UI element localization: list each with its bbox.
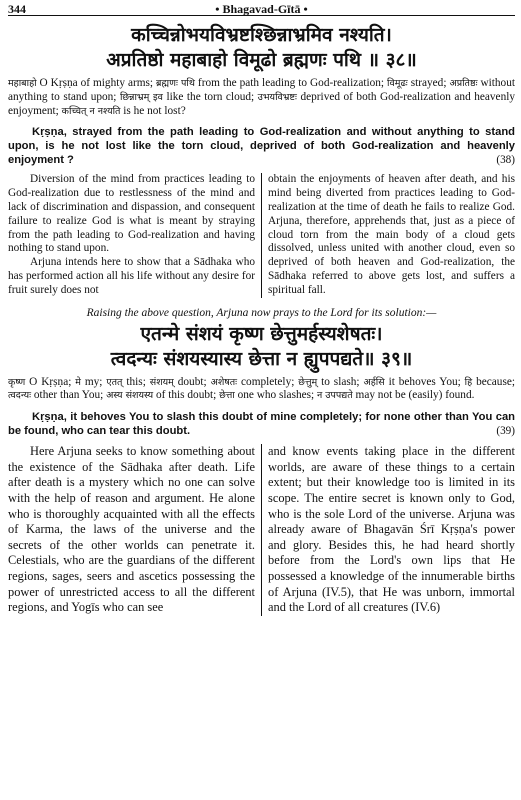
verse-38-commentary <box>8 173 515 297</box>
gloss-meaning: O Kṛṣṇa of mighty arms; <box>36 77 157 89</box>
verse-38-line-2: अप्रतिष्ठो महाबाहो विमूढो ब्रह्मणः पथि ॥ ३८॥ <box>106 49 417 71</box>
commentary-right-column <box>262 444 515 616</box>
gloss-term: मे <box>75 376 81 388</box>
commentary-paragraph: Arjuna intends here to show that a Sādhaka who has performed action all his life without any desire for fruit surely does not <box>8 256 255 296</box>
commentary-paragraph: obtain the enjoyments of heaven after death, and his mind being diverted from practices leading to God-realization at the time of death he fails to realize God. Arjuna, therefore, apprehends that, just as a piece of cloud torn from the main body of a cloud gets dissolved, unless united with another cloud, even so deprived of both heaven and God-realization, the Sādhaka referred to above gets lost, and suffers a spiritual fall. <box>268 173 515 296</box>
gloss-term: उभयविभ्रष्टः <box>257 91 297 103</box>
gloss-meaning: may not be (easily) found. <box>352 389 475 402</box>
gloss-term: न उपपद्यते <box>317 390 353 402</box>
gloss-term: अशेषतः <box>210 376 238 388</box>
gloss-term: हि <box>464 376 473 388</box>
gloss-term: ब्रह्मणः पथि <box>156 78 195 89</box>
page-number: 344 <box>8 2 26 16</box>
commentary-paragraph: Diversion of the mind from practices leading to God-realization due to restlessness of the mind and lack of discrimination and dispassion, and consequent failure to realize God is what is meant by straying from the path leading to God-realization and having nothing to stand upon. <box>8 173 255 255</box>
gloss-term: कृष्ण <box>8 376 26 388</box>
gloss-meaning: of this doubt; <box>153 389 220 402</box>
gloss-term: महाबाहो <box>8 78 37 89</box>
gloss-meaning: my; <box>80 375 107 388</box>
gloss-meaning: it behoves You; <box>384 375 465 388</box>
commentary-left-column <box>8 173 262 297</box>
gloss-meaning: doubt; <box>173 375 211 388</box>
commentary-left-column <box>8 444 262 616</box>
gloss-meaning: deprived of both God-realization and heavenly enjoyment; <box>8 90 516 117</box>
gloss-meaning: to slash; <box>317 375 364 388</box>
verse-38-line-1: कच्चिन्नोभयविभ्रष्टश्छिन्नाभ्रमिव नश्यति। <box>131 24 392 46</box>
gloss-meaning: like the torn cloud; <box>162 90 258 103</box>
gloss-term: छिन्नाभ्रम् इव <box>119 91 163 103</box>
commentary-paragraph: and know events taking place in the different worlds, are aware of these things to a certain extent; but their knowledge too is limited in its scope. The entire secret is known only to God, who is the sole Lord of the universe. Arjuna was already aware of Bhagavān Śrī Kṛṣṇa's power and glory. Besides this, he had heard shortly before from the Lord's own lips that He possessed a knowledge of the innumerable births of Arjuna (IV.5), that He was unborn, immortal and the Lord of all creatures (IV.6) <box>268 444 515 615</box>
verse-39-translation <box>8 410 515 438</box>
gloss-meaning: other than You; <box>31 389 107 402</box>
gloss-term: संशयम् <box>149 376 174 388</box>
gloss-meaning: without anything to stand upon; <box>8 77 515 103</box>
verse-39-intro: Raising the above question, Arjuna now prays to the Lord for its solution:— <box>86 306 437 319</box>
verse-38-translation <box>8 125 515 167</box>
gloss-term: एतत् <box>106 376 123 388</box>
translation-text: Kṛṣṇa, it behoves You to slash this doubt of mine completely; for none other than You can be found, who can tear this doubt. <box>8 411 515 438</box>
verse-39-line-1: एतन्मे संशयं कृष्ण छेत्तुमर्हस्यशेषतः। <box>140 322 383 345</box>
gloss-meaning: this; <box>122 375 150 388</box>
gloss-meaning: O Kṛṣṇa; <box>25 375 76 388</box>
verse-number: (39) <box>496 425 515 438</box>
commentary-paragraph: Here Arjuna seeks to know something about the existence of the Sādhaka after death. Life after death is a mystery which no one can solve with the help of reason and argument. He alone who is thoroughly acquainted with all the effects of Karma, the laws of the universe and the secrets of the other worlds can penetrate it. Celestials, who are the guardians of the different regions, sages, seers and ascetics possessing the power of unrestricted access to all the different regions, and Yogīs who can see <box>8 444 255 615</box>
gloss-meaning: because; <box>472 375 515 388</box>
running-title: • Bhagavad-Gītā • <box>215 2 308 16</box>
gloss-meaning: from the path leading to God-realization; <box>194 77 388 89</box>
running-head <box>8 2 515 16</box>
gloss-term: विमूढः <box>387 78 408 89</box>
gloss-term: अर्हसि <box>363 376 385 388</box>
gloss-meaning: one who slashes; <box>234 389 317 402</box>
gloss-term: कच्चित् न नश्यति <box>61 105 121 117</box>
translation-text: Kṛṣṇa, strayed from the path leading to God-realization and without anything to stand upon, is he not lost like the torn cloud, deprived of both God-realization and heavenly enjoyment ? <box>8 126 515 167</box>
gloss-meaning: is he not lost? <box>120 104 186 117</box>
gloss-term: अप्रतिष्ठः <box>449 78 478 89</box>
gloss-meaning: completely; <box>237 375 299 388</box>
verse-number: (38) <box>496 154 515 167</box>
verse-39-gloss <box>8 376 515 404</box>
verse-38-gloss <box>8 77 515 118</box>
gloss-term: अस्य संशयस्य <box>106 390 154 402</box>
verse-39-line-2: त्वदन्यः संशयस्यास्य छेत्ता न ह्युपपद्यते॥ ३९॥ <box>110 347 413 370</box>
gloss-term: छेत्तुम् <box>298 376 318 388</box>
gloss-term: छेत्ता <box>219 390 235 402</box>
gloss-term: त्वदन्यः <box>8 390 32 402</box>
verse-39-commentary <box>8 444 515 616</box>
gloss-meaning: strayed; <box>407 77 450 89</box>
commentary-right-column <box>262 173 515 297</box>
